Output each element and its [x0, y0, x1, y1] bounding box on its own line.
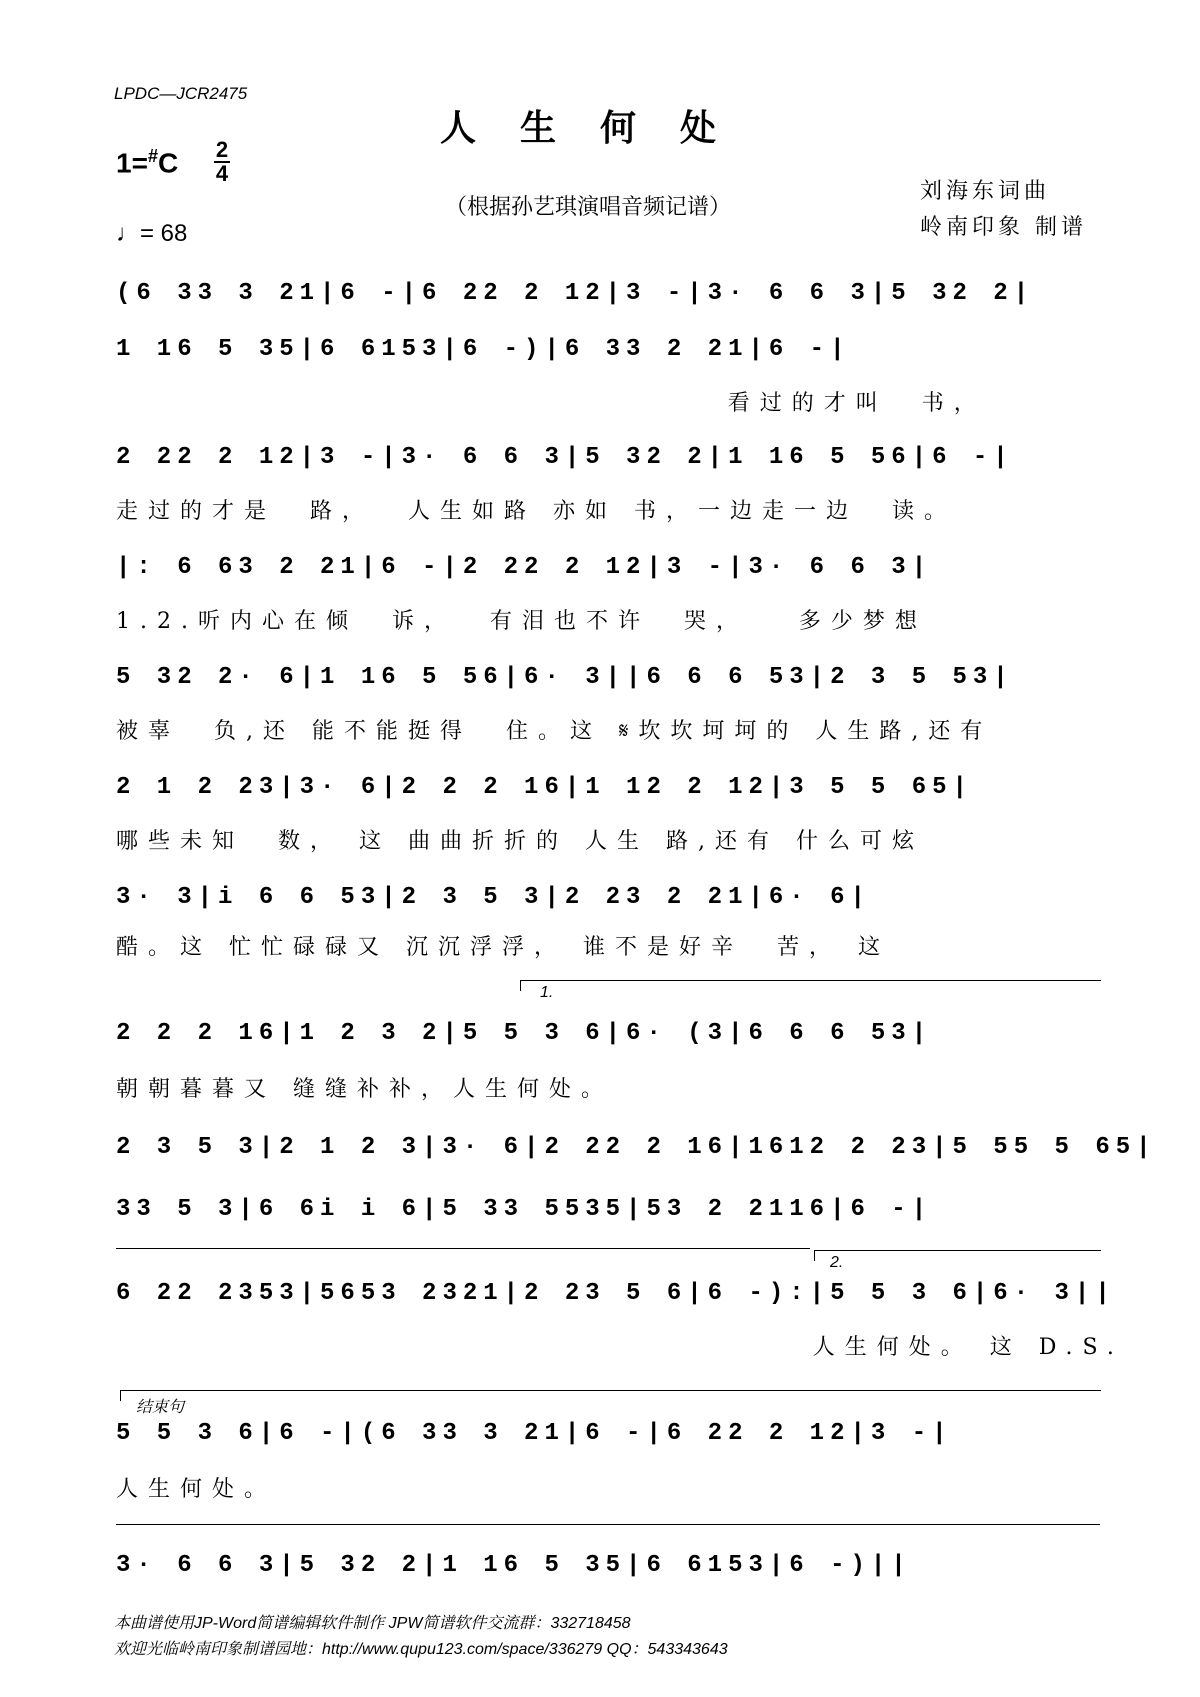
- volta-bracket-1-cont: [116, 1248, 810, 1259]
- notation-line: (6 33 3 21|6 -|6 22 2 12|3 -|3· 6 6 3|5 32 2|: [116, 280, 1035, 307]
- key-note: C: [157, 147, 179, 179]
- lyric-line: 人生何处。 这 D.S.: [116, 1335, 1124, 1360]
- sharp-sign: #: [147, 146, 158, 166]
- lyric-line: 走过的才是 路， 人生如路 亦如 书，一边走一边 读。: [116, 499, 956, 524]
- notation-line: 3· 3|i 6 6 53|2 3 5 3|2 23 2 21|6· 6|: [116, 884, 871, 911]
- notation-line: 5 32 2· 6|1 16 5 56|6· 3||6 6 6 53|2 3 5 53|: [116, 664, 1014, 691]
- footer-line-1: 本曲谱使用JP-Word简谱编辑软件制作 JPW简谱软件交流群：332718458: [114, 1615, 631, 1632]
- volta-label-2: 2.: [830, 1254, 844, 1271]
- lyric-line: 被辜 负,还 能不能挺得 住。这 𝄋坎坎坷坷的 人生路,还有: [116, 719, 993, 744]
- key-prefix: 1=: [116, 147, 148, 179]
- volta-label-1: 1.: [540, 984, 554, 1001]
- notation-line: 6 22 2353|5653 2321|2 23 5 6|6 -):|5 5 3 6|6· 3||: [116, 1280, 1116, 1307]
- subtitle: （根据孙艺琪演唱音频记谱）: [445, 195, 732, 220]
- credit-lyricist: 刘海东词曲: [920, 179, 1051, 204]
- lyric-line: 哪些未知 数， 这 曲曲折折的 人生 路,还有 什么可炫: [116, 829, 924, 854]
- coda-label: 结束句: [136, 1399, 185, 1416]
- notation-line: 5 5 3 6|6 -|(6 33 3 21|6 -|6 22 2 12|3 -|: [116, 1420, 953, 1447]
- lyric-line: 1.2.听内心在倾 诉， 有泪也不许 哭， 多少梦想: [116, 609, 927, 634]
- volta-bracket-2: [814, 1250, 1101, 1261]
- score-code: LPDC—JCR2475: [114, 84, 248, 103]
- lyric-line: 看过的才叫 书，: [116, 391, 986, 416]
- credit-arranger: 岭南印象 制谱: [920, 215, 1087, 240]
- notation-line: 2 3 5 3|2 1 2 3|3· 6|2 22 2 16|1612 2 23|5 55 5 65|: [116, 1134, 1157, 1161]
- time-bottom: 4: [215, 161, 229, 186]
- coda-bracket-cont: [116, 1524, 1100, 1535]
- footer-line-2: 欢迎光临岭南印象制谱园地：http://www.qupu123.com/space/336279 QQ：543343643: [114, 1641, 728, 1658]
- time-signature: [214, 137, 230, 186]
- volta-bracket-1: [520, 980, 1101, 991]
- lyric-line: 朝朝暮暮又 缝缝补补，人生何处。: [116, 1077, 613, 1102]
- coda-bracket: [120, 1390, 1101, 1401]
- notation-line: 1 16 5 35|6 6153|6 -)|6 33 2 21|6 -|: [116, 336, 851, 363]
- notation-line: 33 5 3|6 6i i 6|5 33 5535|53 2 2116|6 -|: [116, 1196, 933, 1223]
- tempo-marking: ♩= 68: [116, 220, 188, 247]
- key-signature: [116, 146, 178, 179]
- notation-line: 3· 6 6 3|5 32 2|1 16 5 35|6 6153|6 -)||: [116, 1552, 912, 1579]
- page-title: 人生何处: [439, 107, 760, 149]
- notation-line: 2 22 2 12|3 -|3· 6 6 3|5 32 2|1 16 5 56|6 -|: [116, 444, 1014, 471]
- lyric-line: 酷。这 忙忙碌碌又 沉沉浮浮， 谁不是好辛 苦， 这: [116, 935, 890, 960]
- time-top: 2: [215, 137, 229, 162]
- notation-line: |: 6 63 2 21|6 -|2 22 2 12|3 -|3· 6 6 3|: [116, 554, 933, 581]
- notation-line: 2 2 2 16|1 2 3 2|5 5 3 6|6· (3|6 6 6 53|: [116, 1020, 933, 1047]
- lyric-line: 人生何处。: [116, 1477, 277, 1502]
- notation-line: 2 1 2 23|3· 6|2 2 2 16|1 12 2 12|3 5 5 65|: [116, 774, 973, 801]
